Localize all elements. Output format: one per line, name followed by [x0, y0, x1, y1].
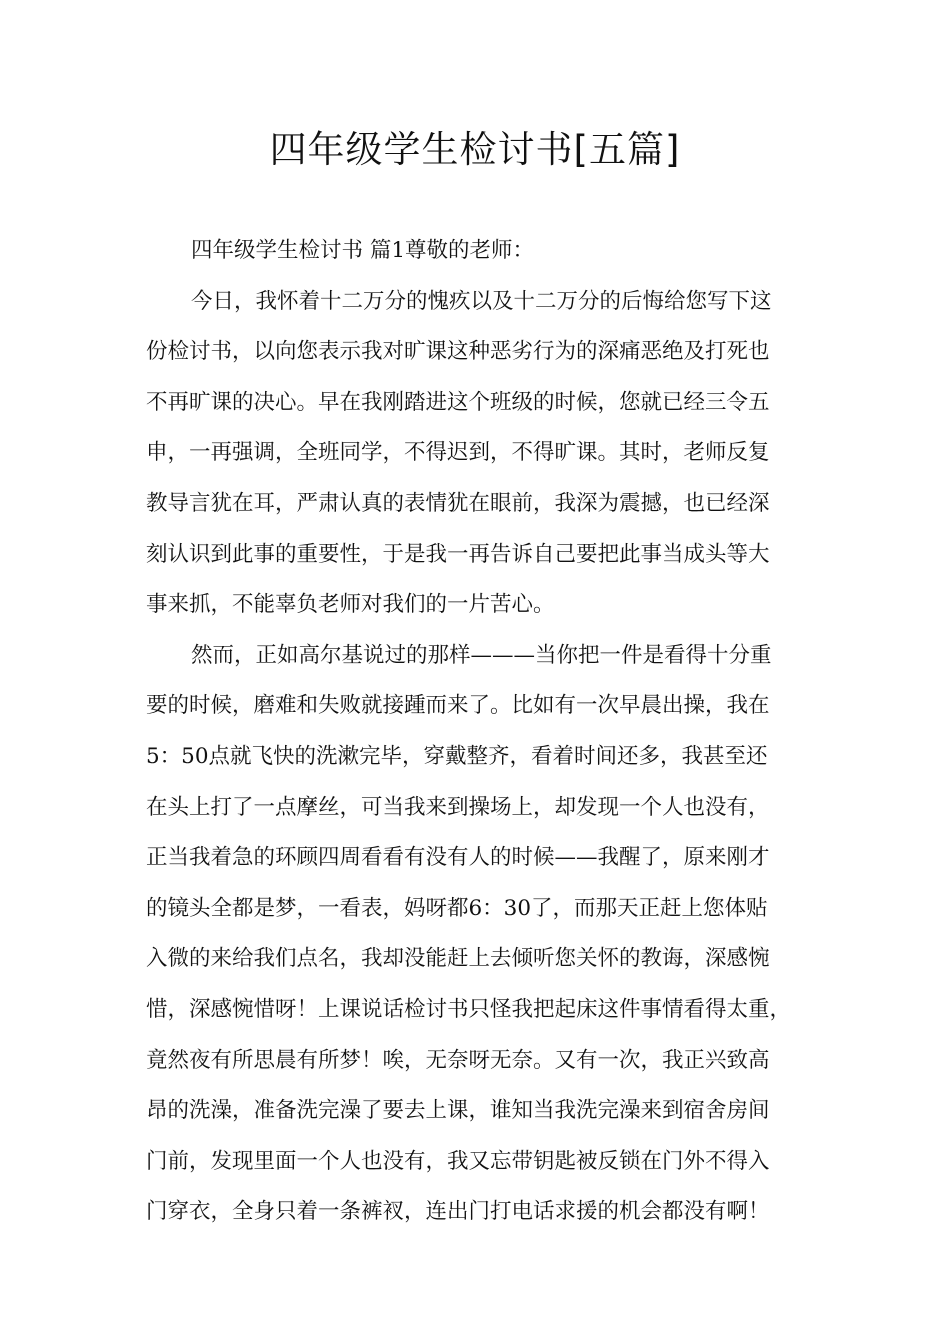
body-line: 正当我着急的环顾四周看看有没有人的时候——我醒了，原来刚才 — [146, 845, 770, 871]
body-line: 事来抓，不能辜负老师对我们的一片苦心。 — [146, 592, 555, 618]
body-line: 然而，正如高尔基说过的那样———当你把一件是看得十分重 — [191, 642, 772, 668]
body-line: 门前，发现里面一个人也没有，我又忘带钥匙被反锁在门外不得入 — [146, 1148, 770, 1174]
body-line: 昂的洗澡，准备洗完澡了要去上课，谁知当我洗完澡来到宿舍房间 — [146, 1098, 770, 1124]
body-line: 门穿衣，全身只着一条裤衩，连出门打电话求援的机会都没有啊！ — [146, 1199, 770, 1225]
body-line: 四年级学生检讨书 篇1尊敬的老师： — [191, 238, 535, 263]
body-line: 教导言犹在耳，严肃认真的表情犹在眼前，我深为震撼，也已经深 — [146, 490, 770, 516]
body-line: 的镜头全都是梦，一看表，妈呀都6：30了，而那天正赶上您体贴 — [146, 895, 768, 921]
body-line: 不再旷课的决心。早在我刚踏进这个班级的时候，您就已经三令五 — [146, 389, 770, 415]
body-line: 入微的来给我们点名，我却没能赶上去倾听您关怀的教诲，深感惋 — [146, 946, 770, 972]
body-line: 申，一再强调，全班同学，不得迟到，不得旷课。其时，老师反复 — [146, 440, 770, 466]
body-line: 要的时候，磨难和失败就接踵而来了。比如有一次早晨出操，我在 — [146, 693, 770, 719]
body-line: 竟然夜有所思晨有所梦！唉，无奈呀无奈。又有一次，我正兴致高 — [146, 1047, 770, 1073]
document-title: 四年级学生检讨书[五篇] — [269, 128, 681, 171]
body-line: 刻认识到此事的重要性，于是我一再告诉自己要把此事当成头等大 — [146, 541, 770, 567]
body-line: 惜，深感惋惜呀！上课说话检讨书只怪我把起床这件事情看得太重， — [146, 996, 792, 1022]
body-line: 5：50点就飞快的洗漱完毕，穿戴整齐，看着时间还多，我甚至还 — [146, 743, 768, 769]
body-line: 今日，我怀着十二万分的愧疚以及十二万分的后悔给您写下这 — [191, 288, 772, 314]
body-line: 份检讨书，以向您表示我对旷课这种恶劣行为的深痛恶绝及打死也 — [146, 339, 770, 365]
document-body — [146, 232, 836, 1244]
body-line: 在头上打了一点摩丝，可当我来到操场上，却发现一个人也没有， — [146, 794, 770, 820]
